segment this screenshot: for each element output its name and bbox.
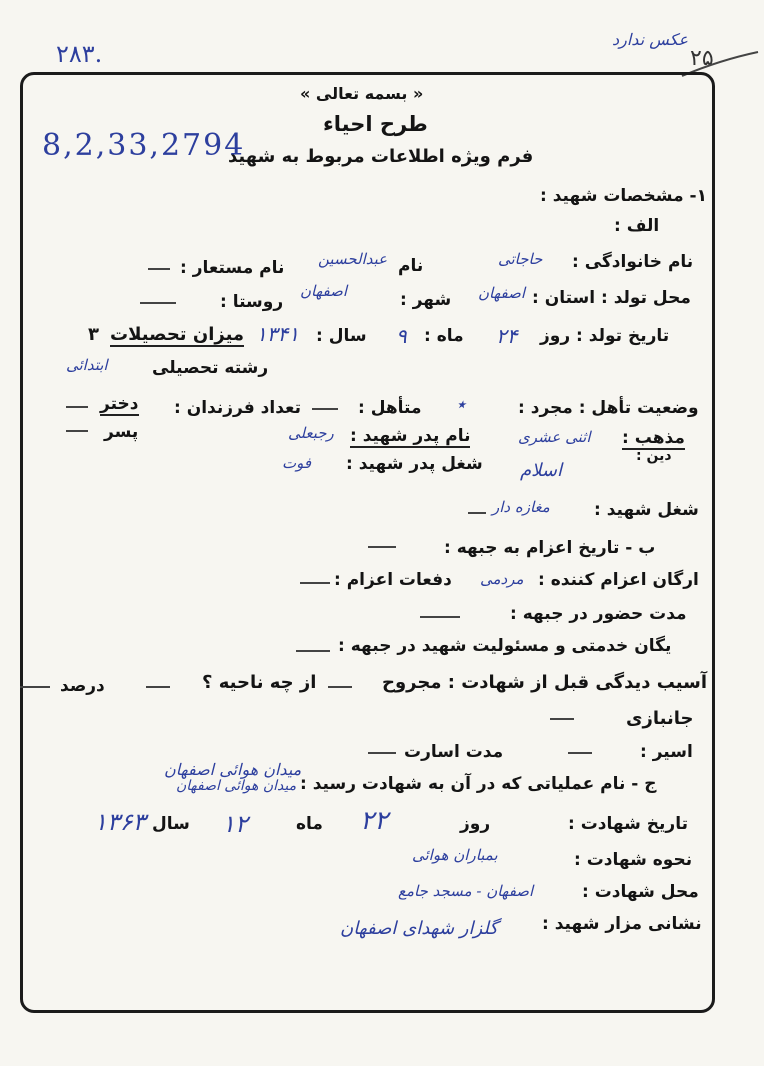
operation-label: ج - نام عملیاتی که در آن به شهادت رسید : bbox=[300, 774, 657, 794]
alias-blank bbox=[148, 268, 170, 270]
father-job-value: فوت bbox=[282, 454, 312, 472]
faith-label: دین : bbox=[636, 448, 672, 464]
area-label: از چه ناحیه ؟ bbox=[202, 672, 317, 693]
birth-day-value: ۲۴ bbox=[496, 324, 518, 348]
form-subtitle: فرم ویژه اطلاعات مربوط به شهید bbox=[228, 146, 534, 167]
place-label: محل شهادت : bbox=[582, 882, 699, 902]
birth-month-value: ۹ bbox=[396, 324, 407, 348]
village-label: روستا : bbox=[220, 292, 284, 312]
city-label: شهر : bbox=[400, 290, 452, 310]
education-value: ۳ bbox=[88, 324, 99, 345]
janbazi-label: جانبازی bbox=[626, 708, 694, 729]
manner-value: بمباران هوائی bbox=[412, 846, 498, 864]
top-right-note: عکس ندارد bbox=[612, 30, 689, 49]
month-label: ماه : bbox=[424, 326, 464, 346]
year-label: سال : bbox=[316, 326, 367, 346]
birthplace-label: محل تولد : استان : bbox=[532, 288, 691, 308]
dispatch-date-label: ب - تاریخ اعزام به جبهه : bbox=[444, 538, 656, 558]
name-value: عبدالحسین bbox=[318, 250, 388, 268]
percent-label: درصد bbox=[60, 676, 105, 696]
pow-blank bbox=[568, 752, 592, 754]
faith-value: اسلام bbox=[520, 460, 562, 481]
job-blank bbox=[468, 512, 486, 514]
operation-value-top: میدان هوائی اصفهان bbox=[164, 760, 302, 779]
religion-label: مذهب : bbox=[622, 428, 685, 448]
operation-value: میدان هوائی اصفهان bbox=[176, 778, 297, 794]
alef-label: الف : bbox=[614, 216, 660, 236]
top-right-mark: ۲۵ bbox=[690, 46, 714, 71]
manner-label: نحوه شهادت : bbox=[574, 850, 693, 870]
single-value: ٭ bbox=[456, 394, 466, 415]
marital-label: وضعیت تأهل : مجرد : bbox=[518, 398, 699, 418]
death-day-label: روز bbox=[460, 814, 491, 834]
married-label: متأهل : bbox=[358, 398, 422, 418]
form-title: طرح احیاء bbox=[323, 112, 428, 136]
dispatch-count-label: دفعات اعزام : bbox=[334, 570, 452, 590]
father-job-label: شغل پدر شهید : bbox=[346, 454, 483, 474]
birth-year-value: ۱۳۴۱ bbox=[256, 322, 299, 346]
death-month-label: ماه bbox=[296, 814, 323, 834]
daughter-blank bbox=[66, 406, 88, 408]
father-name-label: نام پدر شهید : bbox=[350, 426, 471, 446]
place-value: اصفهان - مسجد جامع bbox=[398, 882, 534, 900]
death-year-value: ۱۳۶۳ bbox=[94, 808, 146, 836]
village-blank bbox=[140, 302, 176, 304]
dispatch-date-blank bbox=[368, 546, 396, 548]
janbazi-blank bbox=[550, 718, 574, 720]
job-label: شغل شهید : bbox=[594, 500, 699, 520]
family-label: نام خانوادگی : bbox=[572, 252, 694, 272]
injury-label: آسیب دیدگی قبل از شهادت : مجروح bbox=[382, 672, 708, 693]
family-value: حاجاتی bbox=[498, 250, 543, 268]
grave-label: نشانی مزار شهید : bbox=[542, 914, 702, 934]
percent-blank bbox=[20, 686, 50, 688]
duration-label: مدت حضور در جبهه : bbox=[510, 604, 687, 624]
religion-value: اثنی عشری bbox=[518, 428, 591, 446]
birthdate-label: تاریخ تولد : روز bbox=[540, 326, 670, 346]
job-value: مغازه دار bbox=[492, 498, 550, 516]
unit-label: یگان خدمتی و مسئولیت شهید در جبهه : bbox=[338, 636, 672, 656]
death-date-label: تاریخ شهادت : bbox=[568, 814, 688, 834]
alias-label: نام مستعار : bbox=[180, 258, 285, 278]
father-name-value: رجبعلی bbox=[288, 424, 334, 442]
grave-value: گلزار شهدای اصفهان bbox=[340, 918, 498, 939]
death-year-label: سال bbox=[152, 814, 190, 834]
son-label: پسر bbox=[104, 422, 139, 442]
city-value: اصفهان bbox=[300, 282, 347, 300]
death-month-value: ۱۲ bbox=[222, 810, 248, 838]
pow-duration-blank bbox=[368, 752, 396, 754]
injury-blank bbox=[328, 686, 352, 688]
dispatch-count-blank bbox=[300, 582, 330, 584]
name-label: نام bbox=[398, 256, 424, 276]
page-number: ۲۸۳. bbox=[56, 40, 103, 68]
area-blank bbox=[146, 686, 170, 688]
son-blank bbox=[66, 430, 88, 432]
children-label: تعداد فرزندان : bbox=[174, 398, 302, 418]
daughter-label: دختر bbox=[100, 394, 139, 414]
major-label: رشته تحصیلی bbox=[152, 358, 269, 378]
duration-blank bbox=[420, 616, 460, 618]
unit-blank bbox=[296, 650, 330, 652]
pow-duration-label: مدت اسارت bbox=[404, 742, 504, 762]
dispatch-org-label: ارگان اعزام کننده : bbox=[538, 570, 699, 590]
education-label: میزان تحصیلات bbox=[110, 324, 245, 345]
section1-heading: ۱- مشخصات شهید : bbox=[540, 186, 707, 206]
province-value: اصفهان bbox=[478, 284, 525, 302]
pow-label: اسیر : bbox=[640, 742, 693, 762]
basmala: « بسمه تعالی » bbox=[300, 84, 424, 103]
major-value: ابتدائی bbox=[66, 356, 108, 374]
handwritten-code: 8,2,33,2794 bbox=[42, 128, 246, 163]
married-blank bbox=[312, 408, 338, 410]
dispatch-org-value: مردمی bbox=[480, 570, 524, 588]
death-day-value: ۲۲ bbox=[360, 806, 388, 836]
